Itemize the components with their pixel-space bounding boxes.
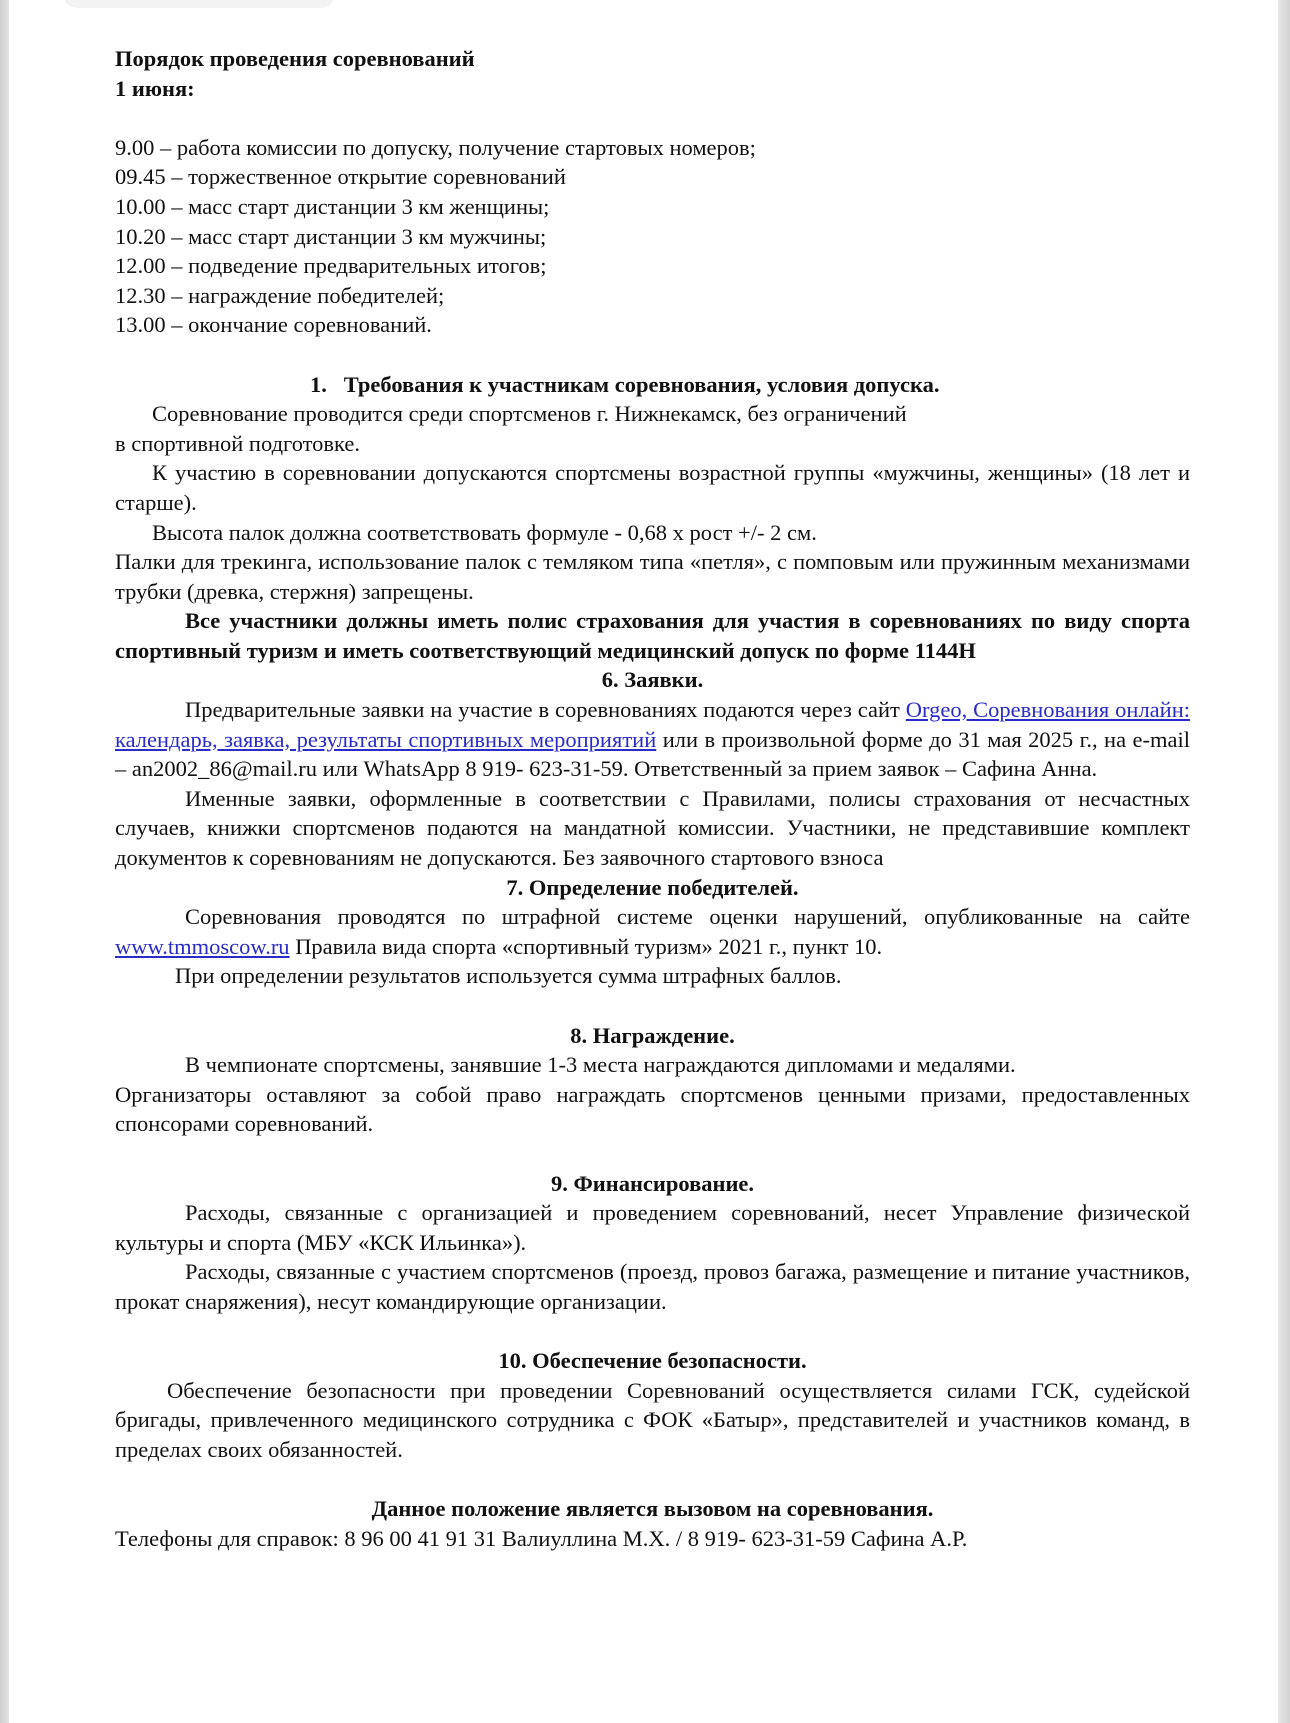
- document-page: [115, 44, 1190, 1553]
- section-1-paragraph: Палки для трекинга, использование палок с темляком типа «петля», с помповым или пружинным механизмами трубки (древка, стержня) запрещены.: [115, 549, 1190, 604]
- call-to-competition: Данное положение является вызовом на соревнования.: [371, 1496, 934, 1522]
- section-1-heading: 1. Требования к участникам соревнования, условия допуска.: [310, 371, 940, 397]
- section-6-heading: 6. Заявки.: [601, 667, 704, 693]
- section-10-heading: 10. Обеспечение безопасности.: [498, 1348, 807, 1374]
- contact-phones: Телефоны для справок: 8 96 00 41 91 31 Валиуллина М.Х. / 8 919- 623-31-59 Сафина А.Р.: [115, 1525, 968, 1551]
- orgeo-link[interactable]: Orgeo, Соревнования онлайн: календарь, заявка, результаты спортивных мероприятий: [115, 697, 1190, 752]
- top-toolbar-pill: [63, 0, 335, 8]
- section-7-heading: 7. Определение победителей.: [506, 874, 799, 900]
- schedule-list: [115, 133, 1190, 340]
- section-7-paragraph: Соревнования проводятся по штрафной системе оценки нарушений, опубликованные на сайте www.tmmoscow.ru Правила вида спорта «спортивный туризм» 2021 г., пункт 10.: [115, 904, 1190, 959]
- schedule-item: 12.30 – награждение победителей;: [115, 282, 445, 308]
- section-10-paragraph: Обеспечение безопасности при проведении Соревнований осуществляется силами ГСК, судейской бригады, привлеченного медицинского сотрудника с ФОК «Батыр», представителей и участников команд, в пределах своих обязанностей.: [115, 1377, 1190, 1462]
- section-8-heading: 8. Награждение.: [570, 1022, 735, 1048]
- viewer-left-edge: [0, 0, 9, 1723]
- schedule-item: 13.00 – окончание соревнований.: [115, 312, 432, 338]
- schedule-item: 09.45 – торжественное открытие соревнований: [115, 164, 566, 190]
- schedule-item: 10.20 – масс старт дистанции 3 км мужчины;: [115, 223, 547, 249]
- insurance-requirement: Все участники должны иметь полис страхования для участия в соревнованиях по виду спорта спортивный туризм и иметь соответствующий медицинский допуск по форме 1144Н: [115, 608, 1190, 663]
- section-8-paragraph: В чемпионате спортсмены, занявшие 1-3 места награждаются дипломами и медалями.: [185, 1052, 1016, 1078]
- section-6-paragraph: Именные заявки, оформленные в соответствии с Правилами, полисы страхования от несчастных случаев, книжки спортсменов подаются на мандатной комиссии. Участники, не представившие комплект документов к соревнованиям не допускаются. Без заявочного стартового взноса: [115, 785, 1190, 871]
- schedule-item: 12.00 – подведение предварительных итогов;: [115, 253, 547, 279]
- section-1-paragraph: Высота палок должна соответствовать формуле - 0,68 х рост +/- 2 см.: [152, 519, 817, 545]
- section-9-heading: 9. Финансирование.: [550, 1170, 755, 1196]
- schedule-date: 1 июня:: [115, 75, 195, 101]
- schedule-title: Порядок проведения соревнований: [115, 46, 475, 71]
- section-1-paragraph-cont: в спортивной подготовке.: [115, 430, 361, 456]
- section-1-paragraph: К участию в соревновании допускаются спортсмены возрастной группы «мужчины, женщины» (18 лет и старше).: [115, 460, 1190, 515]
- schedule-item: 10.00 – масс старт дистанции 3 км женщины;: [115, 193, 550, 219]
- tmmoscow-link[interactable]: www.tmmoscow.ru: [115, 933, 290, 959]
- section-9-paragraph: Расходы, связанные с организацией и проведением соревнований, несет Управление физической культуры и спорта (МБУ «КСК Ильинка»).: [115, 1200, 1190, 1255]
- schedule-item: 9.00 – работа комиссии по допуску, получение стартовых номеров;: [115, 134, 756, 160]
- viewer-right-edge: [1278, 0, 1290, 1723]
- section-1-paragraph: Соревнование проводится среди спортсменов г. Нижнекамск, без ограничений: [152, 401, 907, 427]
- section-7-paragraph: При определении результатов используется сумма штрафных баллов.: [175, 963, 842, 989]
- section-9-paragraph: Расходы, связанные с участием спортсменов (проезд, провоз багажа, размещение и питание участников, прокат снаряжения), несут командирующие организации.: [115, 1259, 1190, 1314]
- section-6-paragraph: Предварительные заявки на участие в соревнованиях подаются через сайт Orgeo, Соревнования онлайн: календарь, заявка, результаты спортивных мероприятий или в произвольной форме до 31 мая 2025 г., на e-mail – an2002_86@mail.ru или WhatsApp 8 919- 623-31-59. Ответственный за прием заявок – Сафина Анна.: [115, 697, 1191, 782]
- section-8-paragraph: Организаторы оставляют за собой право награждать спортсменов ценными призами, предоставленных спонсорами соревнований.: [115, 1081, 1190, 1137]
